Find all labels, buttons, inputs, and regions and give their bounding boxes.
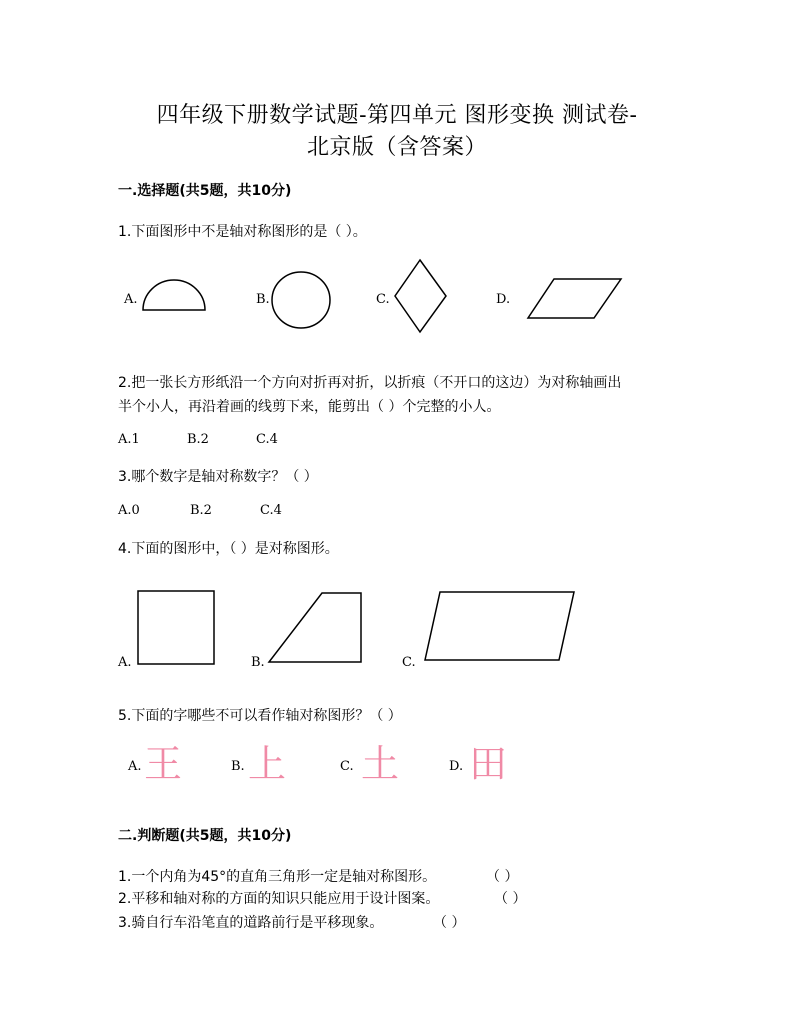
- q2-option-a: A.1: [118, 432, 140, 447]
- q1-option-c-label: C.: [376, 292, 390, 307]
- trapezoid-shape: [266, 591, 364, 665]
- question-4: 4.下面的图形中，（ ）是对称图形。: [118, 541, 339, 557]
- question-2-line1: 2.把一张长方形纸沿一个方向对折再对折，以折痕（不开口的这边）为对称轴画出: [118, 375, 622, 391]
- q5-char-tu: 土: [361, 742, 400, 786]
- judgment-item-3: 3.骑自行车沿笔直的道路前行是平移现象。: [118, 915, 384, 931]
- section2-heading: 二.判断题(共5题，共10分): [118, 828, 292, 844]
- q5-option-d-label: D.: [449, 759, 464, 774]
- circle-shape: [270, 270, 334, 332]
- rhombus-shape: [390, 256, 452, 336]
- q5-option-a-label: A.: [128, 759, 142, 774]
- q2-option-b: B.2: [187, 432, 209, 447]
- judgment-item-2: 2.平移和轴对称的方面的知识只能应用于设计图案。: [118, 891, 440, 907]
- q4-option-c-label: C.: [402, 655, 416, 670]
- q1-option-b-label: B.: [256, 292, 270, 307]
- q3-option-a: A.0: [118, 503, 140, 518]
- parallelogram-shape: [524, 276, 628, 322]
- question-2-line2: 半个小人，再沿着画的线剪下来，能剪出（ ）个完整的小人。: [118, 399, 501, 415]
- q5-char-wang: 王: [144, 742, 183, 786]
- q1-option-a-label: A.: [124, 292, 138, 307]
- judgment-blank-2: （ ）: [494, 891, 527, 907]
- q2-option-c: C.4: [256, 432, 278, 447]
- q5-char-tian: 田: [469, 742, 508, 786]
- parallelogram-shape-large: [422, 590, 578, 664]
- question-3: 3.哪个数字是轴对称数字？（ ）: [118, 469, 318, 485]
- judgment-blank-1: （ ）: [486, 869, 519, 885]
- section1-heading: 一.选择题(共5题，共10分): [118, 183, 292, 199]
- page-title-line1: 四年级下册数学试题-第四单元 图形变换 测试卷-: [156, 103, 638, 128]
- page-title-line2: 北京版（含答案）: [306, 135, 487, 160]
- q5-char-shang: 上: [248, 742, 287, 786]
- semicircle-shape: [140, 278, 210, 314]
- square-shape: [137, 590, 217, 666]
- q3-option-b: B.2: [190, 503, 212, 518]
- judgment-item-1: 1.一个内角为45°的直角三角形一定是轴对称图形。: [118, 869, 437, 885]
- q3-option-c: C.4: [260, 503, 282, 518]
- q4-option-a-label: A.: [118, 655, 132, 670]
- question-5: 5.下面的字哪些不可以看作轴对称图形？（ ）: [118, 708, 402, 724]
- q5-option-b-label: B.: [231, 759, 245, 774]
- q4-option-b-label: B.: [251, 655, 265, 670]
- q1-option-d-label: D.: [496, 292, 511, 307]
- judgment-blank-3: （ ）: [433, 915, 466, 931]
- q5-option-c-label: C.: [340, 759, 354, 774]
- question-1: 1.下面图形中不是轴对称图形的是（ ）。: [118, 224, 367, 240]
